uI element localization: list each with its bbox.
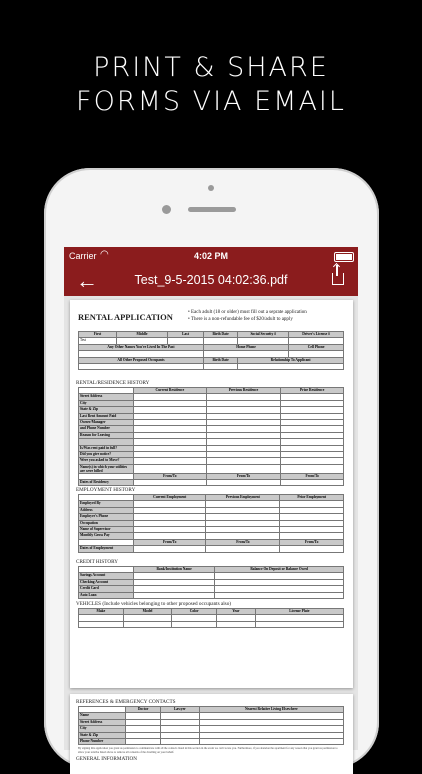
table-cell[interactable] (281, 464, 344, 473)
table-header: Previous Employment (206, 495, 280, 501)
phone-camera-icon (162, 205, 171, 214)
table-header: Birth Date (203, 357, 237, 363)
row-label: Address (79, 507, 134, 513)
row-label: Name(s) in which your utilities are were billed (79, 464, 134, 473)
row-label: Street Address (79, 719, 126, 725)
row-label: Savings Account (79, 573, 134, 579)
row-label: Street Address (79, 394, 134, 400)
table-cell[interactable] (280, 546, 344, 552)
row-label: and Phone Number (79, 426, 134, 432)
table-header: Cell Phone (289, 344, 344, 350)
row-label: Is/Was rent paid in full? (79, 445, 134, 451)
form-bullets (188, 310, 307, 323)
table-header: Year (217, 609, 256, 615)
table-header: From/To (134, 539, 206, 545)
table-header: Any Other Names You've Lived In The Past (79, 344, 204, 350)
table-cell[interactable] (123, 621, 172, 627)
row-label: Did you give notice? (79, 451, 134, 457)
document-title: Test_9-5-2015 04:02:36.pdf (134, 273, 288, 287)
section-title-credit: CREDIT HISTORY (76, 559, 119, 565)
credit-history-table (78, 566, 344, 599)
table-header: From/To (281, 473, 344, 479)
row-label: Dates of Residency (79, 480, 134, 486)
section-title-employment: EMPLOYMENT HISTORY (76, 487, 136, 493)
table-header: From/To (134, 473, 207, 479)
form-bullet: • There is a non-refundable fee of $20/adult to apply (188, 316, 293, 322)
table-cell[interactable] (255, 621, 343, 627)
table-header: Prior Employment (280, 495, 344, 501)
table-header: All Other Proposed Occupants (79, 357, 204, 363)
pdf-viewer[interactable] (64, 296, 358, 762)
table-header: Doctor (126, 707, 161, 713)
table-header: Lawyer (161, 707, 199, 713)
section-title-references: REFERENCES & EMERGENCY CONTACTS (76, 699, 176, 705)
row-label: Credit Card (79, 586, 134, 592)
table-cell[interactable] (126, 738, 161, 744)
table-header: Last (168, 332, 204, 338)
table-cell[interactable] (134, 464, 207, 473)
pdf-page-1 (70, 300, 353, 688)
table-cell[interactable] (79, 363, 204, 369)
table-header: Driver's License # (289, 332, 344, 338)
table-cell[interactable] (238, 363, 344, 369)
table-header: Model (123, 609, 172, 615)
table-cell[interactable] (215, 592, 344, 598)
rental-history-table (78, 387, 344, 486)
vehicles-table (78, 608, 344, 628)
table-header: Home Phone (203, 344, 288, 350)
form-title: RENTAL APPLICATION (78, 312, 173, 322)
table-cell[interactable] (217, 621, 256, 627)
row-label: Phone Number (79, 738, 126, 744)
table-header: Make (79, 609, 124, 615)
phone-screen (64, 247, 358, 762)
table-header: From/To (206, 539, 280, 545)
status-bar (64, 247, 358, 266)
row-label: Auto Loan (79, 592, 134, 598)
row-label: Name (79, 713, 126, 719)
row-label: State & Zip (79, 407, 134, 413)
table-cell[interactable] (281, 480, 344, 486)
wifi-icon: ◠ (100, 249, 109, 260)
table-cell[interactable] (199, 738, 343, 744)
row-label: City (79, 400, 134, 406)
row-label: Reason for Leaving (79, 432, 134, 438)
table-header: Color (172, 609, 217, 615)
row-label: Employed By (79, 501, 134, 507)
row-label: Name of Supervisor (79, 526, 134, 532)
row-label: Checking Account (79, 579, 134, 585)
battery-icon (334, 252, 354, 262)
table-header: Nearest Relative Living Elsewhere (199, 707, 343, 713)
table-header: Relationship To Applicant (238, 357, 344, 363)
table-cell[interactable] (134, 592, 215, 598)
employment-history-table (78, 494, 344, 553)
applicant-table (78, 331, 344, 370)
table-cell[interactable] (134, 546, 206, 552)
back-arrow-icon[interactable]: ← (76, 268, 98, 293)
section-title-general: GENERAL INFORMATION (76, 756, 138, 762)
table-header: From/To (280, 539, 344, 545)
table-header: Balance On Deposit or Balance Owed (215, 567, 344, 573)
table-cell[interactable] (172, 621, 217, 627)
table-cell-first-name[interactable]: Test (79, 338, 117, 344)
table-cell[interactable] (206, 464, 281, 473)
consent-note: By signing this application you grant us permission to communicate with all the contacts listed in this section in the event we can't locate you. Furthermore, if you abandon the apartment for any reason that you grant us permission to allow your relative listed above to remove all contents of the dwelling on your behalf. (78, 747, 338, 754)
status-time: 4:02 PM (193, 251, 228, 261)
nav-bar (64, 266, 358, 296)
table-header: Current Employment (134, 495, 206, 501)
table-header: Prior Residence (281, 388, 344, 394)
row-label: Monthly Gross Pay (79, 533, 134, 539)
headline-line-1: PRINT & SHARE (93, 52, 329, 83)
table-cell[interactable] (203, 363, 237, 369)
row-label: Occupation (79, 520, 134, 526)
row-label: Dates of Employment (79, 546, 134, 552)
table-cell[interactable] (134, 480, 207, 486)
form-bullet: • Each adult (18 or older) must fill out a seprate application (188, 310, 307, 315)
row-label: Last Rent Amount Paid (79, 413, 134, 419)
phone-sensor-icon (208, 185, 214, 191)
row-label: Owner/Manager (79, 419, 134, 425)
phone-earpiece (188, 207, 236, 212)
table-cell[interactable] (206, 546, 280, 552)
table-header: Current Residence (134, 388, 207, 394)
table-header: License Plate (255, 609, 343, 615)
table-header: Middle (116, 332, 167, 338)
row-label: State & Zip (79, 732, 126, 738)
table-cell[interactable] (161, 738, 199, 744)
references-table (78, 706, 344, 745)
pdf-page-2 (70, 694, 353, 774)
headline-line-2: FORMS VIA EMAIL (76, 86, 346, 117)
table-header: Bank/Institution Name (134, 567, 215, 573)
section-title-rental: RENTAL/RESIDENCE HISTORY (76, 380, 150, 386)
carrier-label: Carrier (69, 251, 97, 261)
table-cell[interactable] (79, 621, 124, 627)
table-header: First (79, 332, 117, 338)
row-label: Were you asked to Move? (79, 458, 134, 464)
table-header: Social Security # (238, 332, 289, 338)
section-title-vehicles: VEHICLES (Include vehicles belonging to other proposed occupants also) (76, 601, 232, 607)
table-header: From/To (206, 473, 281, 479)
table-header: Previous Residence (206, 388, 281, 394)
table-cell[interactable] (206, 480, 281, 486)
row-label: Employer's Phone (79, 514, 134, 520)
table-header: Birth Date (203, 332, 237, 338)
share-icon[interactable] (332, 273, 344, 285)
row-label: City (79, 726, 126, 732)
